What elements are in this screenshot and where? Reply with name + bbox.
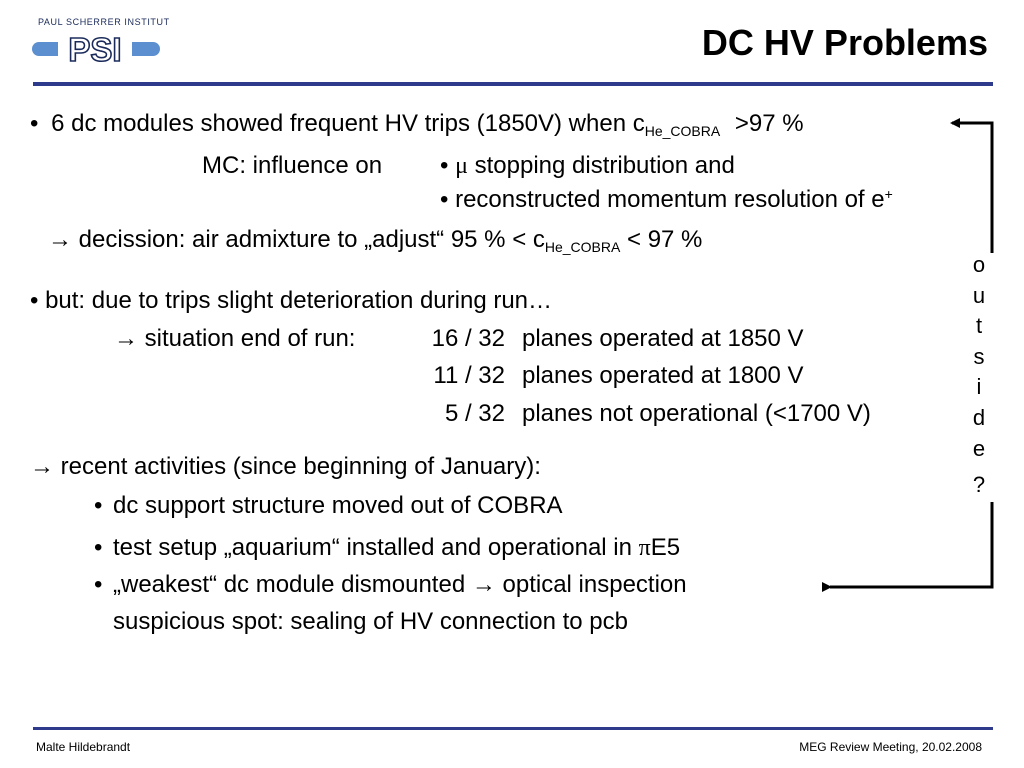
plane-ratio-2: 11 / 32 [433,362,505,389]
activity-suspicious-spot: suspicious spot: sealing of HV connection to pcb [113,608,628,635]
decision-line: → decission: air admixture to „adjust“ 95 % < $c_{He\_COBRA} < 97$ % [48,226,703,255]
logo-text: PSI [68,31,122,68]
header-divider [33,82,993,86]
activity-support-structure: dc support structure moved out of COBRA [113,492,563,519]
outside-annotation: o u t s i d e ? [972,252,986,498]
activity-bullet-3: • [94,571,103,598]
bullet-but: • but: due to trips slight deterioration during run… [30,287,553,314]
plane-ratio-1: 16 / 32 [431,325,505,352]
psi-logo [32,30,160,68]
plane-status-3: planes not operational (<1700 V) [522,400,871,427]
plane-status-2: planes operated at 1800 V [522,362,804,389]
activity-aquarium: test setup „aquarium“ installed and operational in πE5 [113,534,681,561]
recent-activities-heading: → recent activities (since beginning of January): [30,453,541,480]
situation-label: → situation end of run: [114,325,356,352]
footer-event: MEG Review Meeting, 20.02.2008 [799,740,982,754]
mc-item-stopping: • μ stopping distribution and [440,152,735,179]
slide-title: DC HV Problems [701,22,988,63]
bracket-bottom-line [830,502,992,587]
activity-bullet-1: • [94,492,103,519]
plane-ratio-3: 5 / 32 [444,400,505,427]
footer-divider [33,727,993,730]
footer-author: Malte Hildebrandt [36,740,131,754]
bracket-top-line [952,123,992,253]
mc-label: MC: influence on [202,152,383,179]
activity-weakest-module: „weakest“ dc module dismounted → optical inspection [113,571,687,598]
plane-status-1: planes operated at 1850 V [522,325,804,352]
activity-bullet-2: • [94,534,103,561]
mc-item-momentum: • reconstructed momentum resolution of e+ [440,186,893,213]
institute-name: PAUL SCHERRER INSTITUT [38,17,170,27]
bullet-hv-trips: • 6 dc modules showed frequent HV trips (1850V) when $c_{He\_COBRA} >97$ % [30,110,804,139]
